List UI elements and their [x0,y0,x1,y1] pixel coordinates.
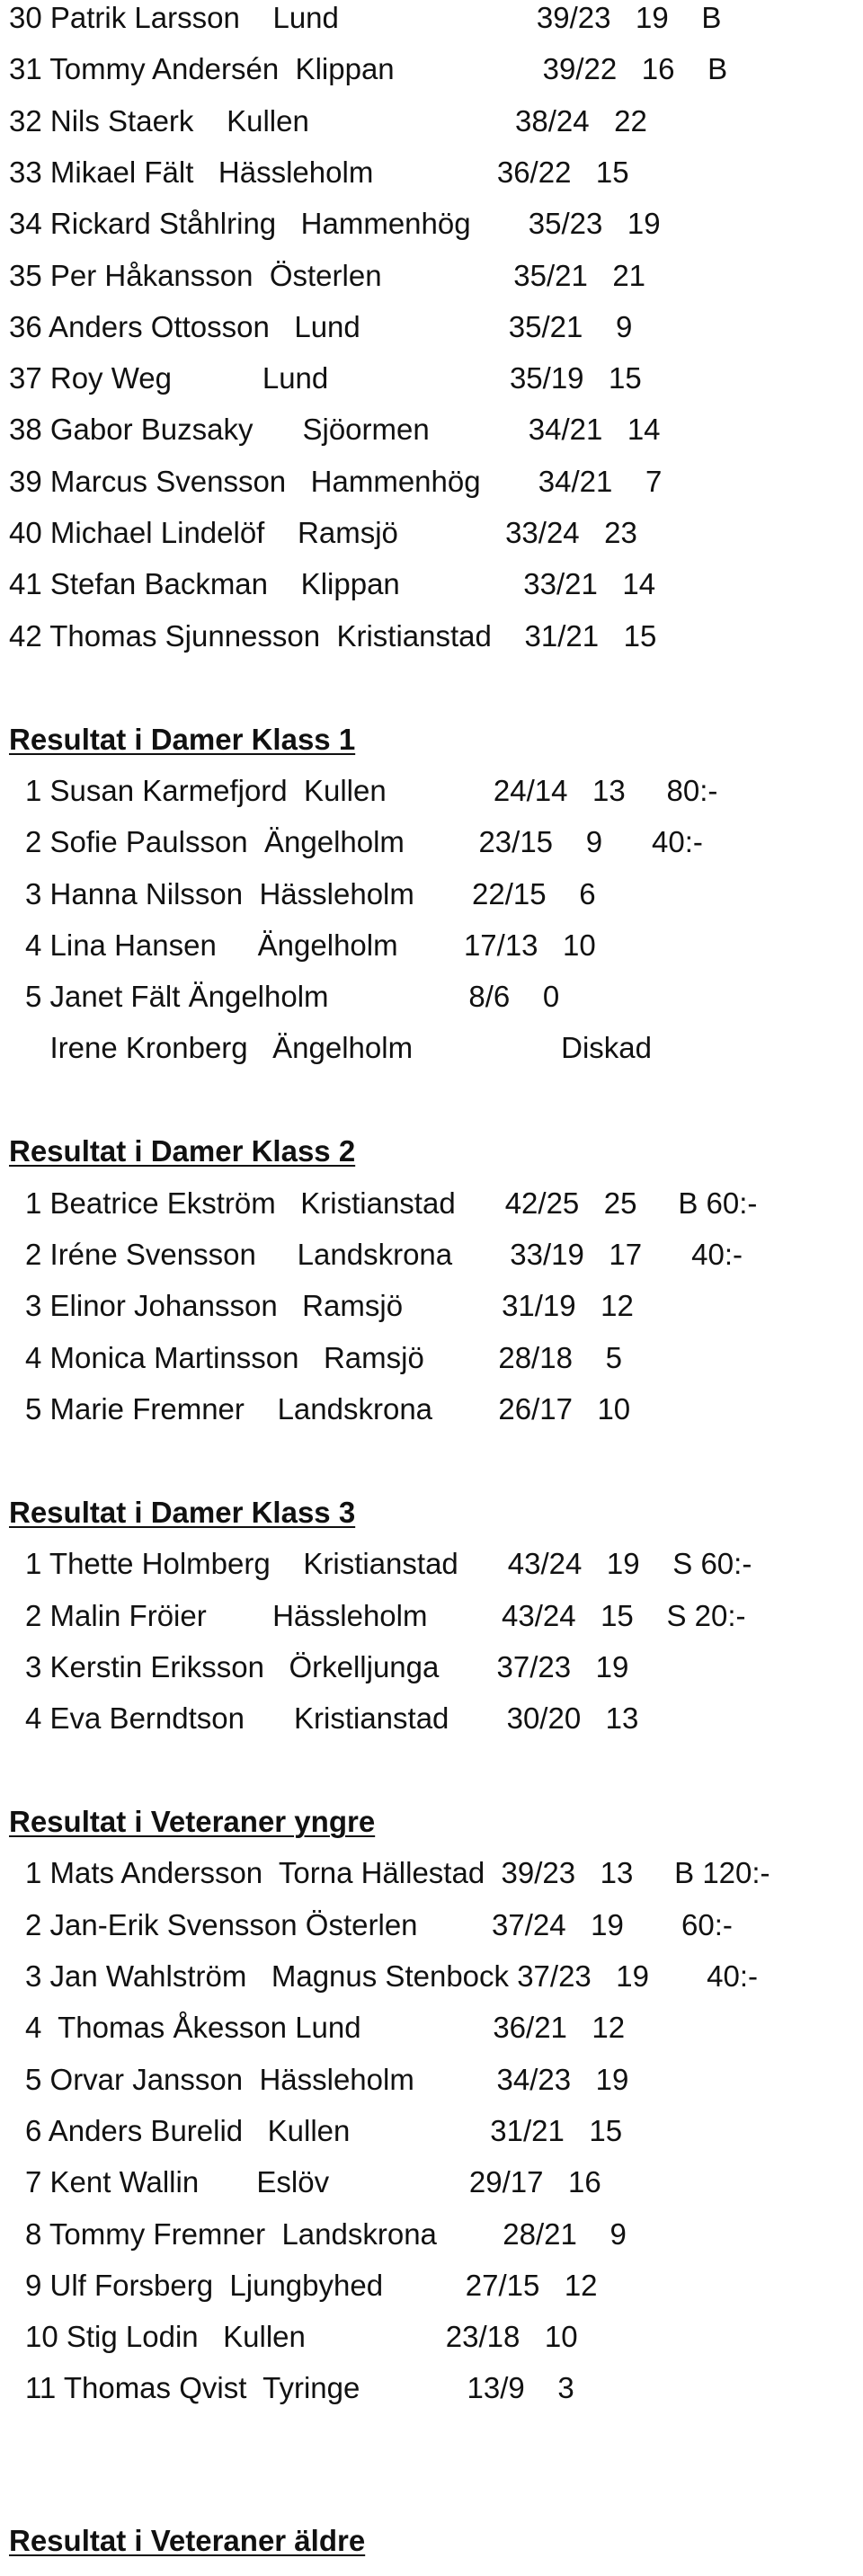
result-row: 3 Elinor Johansson Ramsjö 31/19 12 [25,1289,634,1323]
result-row: 4 Monica Martinsson Ramsjö 28/18 5 [25,1340,622,1374]
section-heading: Resultat i Damer Klass 3 [9,1495,356,1529]
result-row: 1 Susan Karmefjord Kullen 24/14 13 80:- [25,773,718,807]
result-row: 6 Anders Burelid Kullen 31/21 15 [25,2113,623,2147]
result-row: 31 Tommy Andersén Klippan 39/22 16 B [9,52,728,86]
result-row: 3 Jan Wahlström Magnus Stenbock 37/23 19 40:- [25,1959,759,1993]
result-row: 2 Jan-Erik Svensson Österlen 37/24 19 60:- [25,1907,733,1941]
result-row: 8 Tommy Fremner Landskrona 28/21 9 [25,2216,627,2251]
result-row: 36 Anders Ottosson Lund 35/21 9 [9,309,633,343]
result-row: 34 Rickard Ståhlring Hammenhög 35/23 19 [9,207,661,241]
result-row: 41 Stefan Backman Klippan 33/21 14 [9,567,656,601]
section-heading: Resultat i Damer Klass 1 [9,722,356,756]
result-row: 32 Nils Staerk Kullen 38/24 22 [9,103,647,138]
result-row: 1 Thette Holmberg Kristianstad 43/24 19 S 60:- [25,1547,752,1581]
result-row: 1 Beatrice Ekström Kristianstad 42/25 25 B 60:- [25,1186,758,1220]
result-row: 11 Thomas Qvist Tyringe 13/9 3 [25,2371,574,2405]
result-row: 38 Gabor Buzsaky Sjöormen 34/21 14 [9,413,661,447]
result-row: 30 Patrik Larsson Lund 39/23 19 B [9,1,722,34]
result-row: 2 Malin Fröier Hässleholm 43/24 15 S 20:- [25,1598,746,1632]
result-row: 37 Roy Weg Lund 35/19 15 [9,361,642,395]
result-row: 4 Lina Hansen Ängelholm 17/13 10 [25,928,596,962]
result-row: 39 Marcus Svensson Hammenhög 34/21 7 [9,464,663,498]
result-row: 1 Mats Andersson Torna Hällestad 39/23 13 B 120:- [25,1856,770,1890]
result-row: 4 Eva Berndtson Kristianstad 30/20 13 [25,1701,639,1736]
result-row: 3 Hanna Nilsson Hässleholm 22/15 6 [25,876,596,910]
result-row: 5 Marie Fremner Landskrona 26/17 10 [25,1391,631,1426]
result-row: 42 Thomas Sjunnesson Kristianstad 31/21 15 [9,618,657,653]
result-row: Irene Kronberg Ängelholm Diskad [25,1031,652,1065]
result-row: 33 Mikael Fält Hässleholm 36/22 15 [9,155,629,189]
result-row: 10 Stig Lodin Kullen 23/18 10 [25,2320,578,2354]
result-row: 2 Sofie Paulsson Ängelholm 23/15 9 40:- [25,825,703,859]
section-heading: Resultat i Veteraner yngre [9,1805,376,1839]
result-row: 9 Ulf Forsberg Ljungbyhed 27/15 12 [25,2268,598,2302]
result-row: 35 Per Håkansson Österlen 35/21 21 [9,258,646,292]
result-row: 2 Iréne Svensson Landskrona 33/19 17 40:- [25,1238,743,1271]
result-row: 4 Thomas Åkesson Lund 36/21 12 [25,2011,626,2045]
result-row: 40 Michael Lindelöf Ramsjö 33/24 23 [9,516,637,549]
result-row: 5 Orvar Jansson Hässleholm 34/23 19 [25,2062,629,2096]
section-heading: Resultat i Damer Klass 2 [9,1134,356,1168]
result-row: 5 Janet Fält Ängelholm 8/6 0 [25,980,560,1014]
section-heading: Resultat i Veteraner äldre [9,2524,366,2558]
result-row: 3 Kerstin Eriksson Örkelljunga 37/23 19 [25,1649,629,1683]
result-row: 7 Kent Wallin Eslöv 29/17 16 [25,2165,601,2199]
